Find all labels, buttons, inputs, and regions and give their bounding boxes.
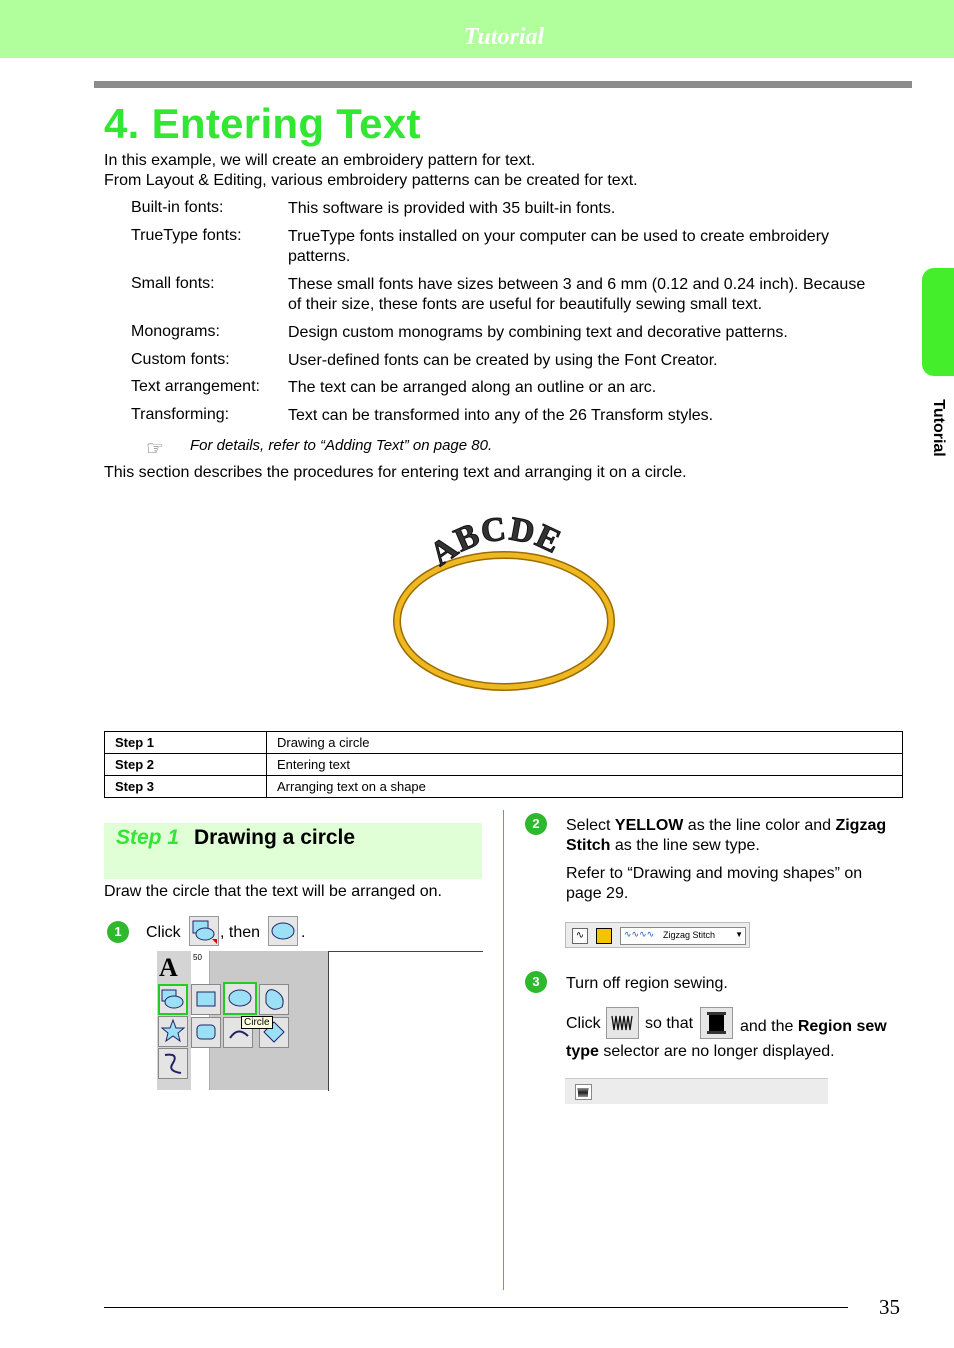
- svg-text:ABCDE: [423, 515, 567, 573]
- shape-tool-button[interactable]: [189, 916, 219, 946]
- embroidery-illustration: [380, 515, 630, 695]
- page-title: 4. Entering Text: [104, 100, 421, 147]
- instruction-then: , then: [220, 924, 261, 941]
- intro-line-2: From Layout & Editing, various embroidery patterns can be created for text.: [104, 172, 638, 189]
- bullet-1: 1: [107, 921, 129, 943]
- shape-tool-icon: [160, 986, 188, 1014]
- line-sew-toolbar: [565, 922, 750, 948]
- circle-tooltip: Circle: [241, 1016, 273, 1029]
- feature-label: Transforming:: [131, 406, 230, 423]
- sew-type-label: Zigzag Stitch: [663, 930, 716, 940]
- star-heart-icon: [159, 1017, 187, 1045]
- table-row: [105, 776, 903, 798]
- column-divider: [503, 810, 504, 1290]
- bullet-2: 2: [525, 813, 547, 835]
- feature-label: Small fonts:: [131, 275, 215, 292]
- instruction-2-reference: Refer to “Drawing and moving shapes” on page 29.: [566, 865, 863, 902]
- rounded-rect-icon: [192, 1018, 220, 1046]
- feature-desc: The text can be arranged along an outline or an arc.: [288, 379, 657, 396]
- title-rule: [94, 81, 912, 88]
- intro-line-1: In this example, we will create an embroidery pattern for text.: [104, 152, 536, 169]
- instruction-2: Select YELLOW as the line color and Zigzag Stitch as the line sew type.: [566, 817, 887, 854]
- curve-tool-icon: [159, 1049, 187, 1077]
- region-sew-small-icon[interactable]: [575, 1084, 593, 1101]
- blob-shape-icon: [260, 985, 288, 1013]
- step-title: Drawing a circle: [194, 826, 356, 849]
- feature-desc: Design custom monograms by combining text and decorative patterns.: [288, 324, 788, 341]
- region-sew-toolbar: [565, 1078, 828, 1104]
- feature-label: TrueType fonts:: [131, 227, 242, 244]
- arc-text: ABCDE: [423, 515, 567, 574]
- feature-desc: User-defined fonts can be created by using the Font Creator.: [288, 352, 718, 369]
- instruction-3: Turn off region sewing.: [566, 975, 728, 992]
- feature-desc: These small fonts have sizes between 3 and 6 mm (0.12 and 0.24 inch). Because of their size, these fonts are useful for beautifully sewing small text.: [288, 276, 866, 313]
- steps-table: [104, 731, 903, 798]
- step-desc-cell: Drawing a circle: [267, 732, 903, 754]
- step-cell: Step 2: [105, 754, 267, 776]
- palette-screenshot: [157, 951, 482, 1090]
- shape-tool-selected[interactable]: [158, 984, 188, 1015]
- step-desc-cell: Arranging text on a shape: [267, 776, 903, 798]
- reference-note: For details, refer to “Adding Text” on page 80.: [190, 437, 493, 454]
- circle-tool-highlighted[interactable]: [223, 982, 257, 1015]
- circle-icon: [225, 984, 255, 1013]
- side-tab: [922, 268, 954, 376]
- feature-label: Monograms:: [131, 323, 220, 340]
- embroidery-circle: [397, 555, 611, 687]
- instruction-click: Click: [146, 924, 181, 941]
- line-color-swatch[interactable]: [596, 928, 612, 944]
- instruction-end: .: [301, 924, 306, 941]
- canvas-area: [328, 951, 483, 1091]
- footer-rule: [104, 1307, 848, 1308]
- circle-tool-button[interactable]: [268, 916, 298, 946]
- dropdown-arrow-icon[interactable]: ▼: [735, 930, 743, 939]
- path-tool-button[interactable]: [158, 1048, 188, 1079]
- step-desc-cell: Entering text: [267, 754, 903, 776]
- step-cell: Step 3: [105, 776, 267, 798]
- side-tab-label: Tutorial: [930, 399, 947, 457]
- bullet-3: 3: [525, 971, 547, 993]
- text-tool-icon[interactable]: A: [159, 953, 178, 982]
- rounded-rect-tool-button[interactable]: [191, 1017, 221, 1048]
- step-cell: Step 1: [105, 732, 267, 754]
- page-number: 35: [879, 1295, 900, 1319]
- rectangle-tool-button[interactable]: [191, 984, 221, 1015]
- zigzag-icon: ∿∿∿∿: [624, 929, 655, 939]
- ruler-label: 50: [193, 953, 202, 962]
- feature-desc: Text can be transformed into any of the 26 Transform styles.: [288, 407, 714, 424]
- freeform-tool-button[interactable]: [259, 984, 289, 1015]
- circle-icon: [269, 917, 297, 945]
- pointing-hand-icon: ☞: [146, 438, 164, 460]
- sew-type-select[interactable]: [620, 927, 746, 945]
- section-description: This section describes the procedures for entering text and arranging it on a circle.: [104, 464, 687, 481]
- table-row: [105, 754, 903, 776]
- instruction-3-click: Click: [566, 1015, 601, 1032]
- feature-label: Built-in fonts:: [131, 199, 224, 216]
- feature-label: Custom fonts:: [131, 351, 230, 368]
- star-tool-button[interactable]: [158, 1016, 188, 1047]
- rectangle-icon: [192, 985, 220, 1013]
- step-description: Draw the circle that the text will be arranged on.: [104, 883, 442, 900]
- line-sew-icon[interactable]: ∿: [572, 928, 588, 944]
- step-number: Step 1: [116, 826, 180, 849]
- feature-desc: TrueType fonts installed on your computer can be used to create embroidery patterns.: [288, 228, 830, 265]
- header-title: Tutorial: [463, 24, 545, 50]
- instruction-3-rest: and the Region sew type selector are no longer displayed.: [566, 1018, 887, 1060]
- feature-label: Text arrangement:: [131, 378, 260, 395]
- table-row: [105, 732, 903, 754]
- feature-desc: This software is provided with 35 built-in fonts.: [288, 200, 616, 217]
- shape-tool-icon: [190, 917, 218, 945]
- instruction-3-sothat: so that: [645, 1015, 694, 1032]
